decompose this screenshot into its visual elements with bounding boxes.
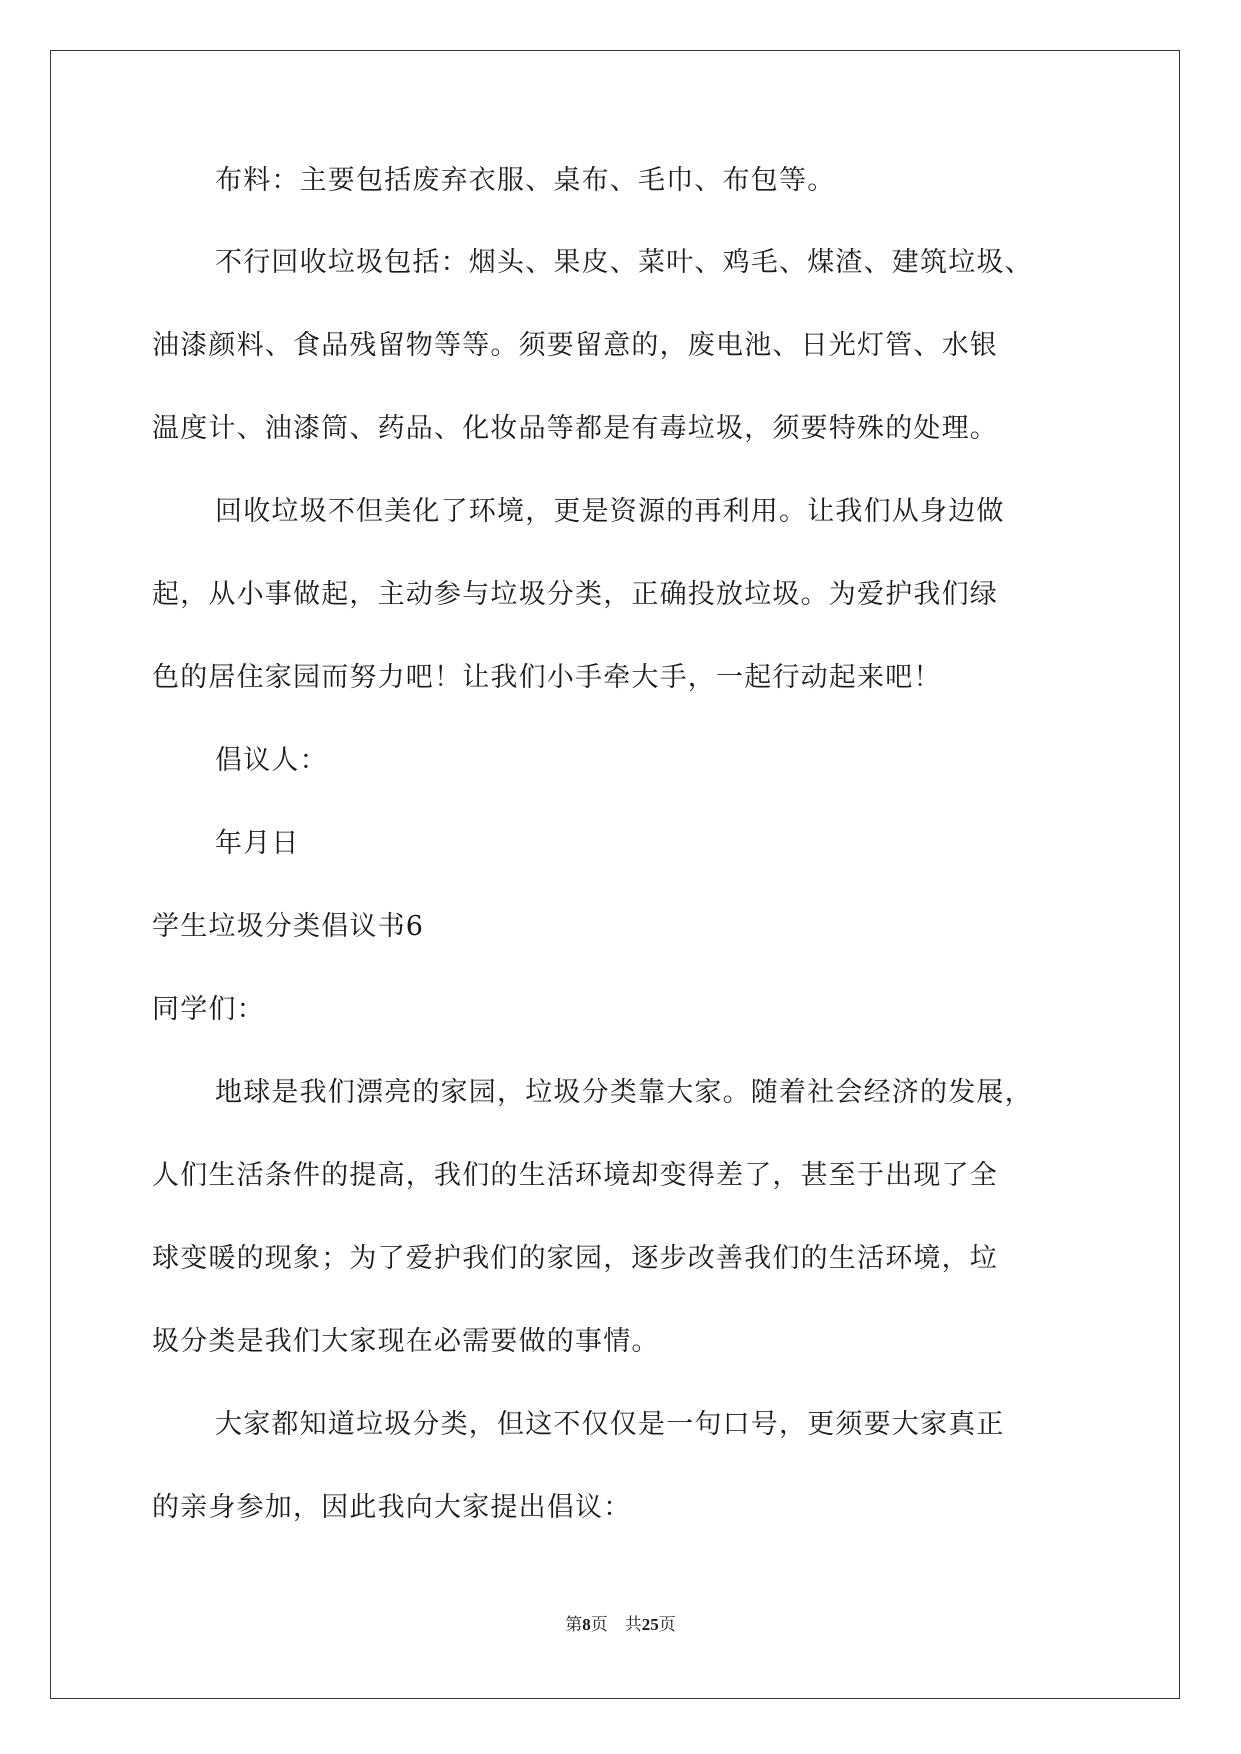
salutation: 同学们：: [152, 994, 265, 1025]
paragraph-line: 的亲身参加，因此我向大家提出倡议：: [152, 1492, 632, 1523]
paragraph-line: 圾分类是我们大家现在必需要做的事情。: [152, 1326, 660, 1357]
paragraph-line: 不行回收垃圾包括：烟头、果皮、菜叶、鸡毛、煤渣、建筑垃圾、: [215, 247, 1033, 278]
page-prefix: 第: [565, 1615, 583, 1634]
total-suffix: 页: [658, 1615, 676, 1634]
date-label: 年月日: [215, 828, 300, 859]
page-number: 8: [582, 1615, 591, 1634]
paragraph-line: 起，从小事做起，主动参与垃圾分类，正确投放垃圾。为爱护我们绿: [152, 579, 998, 610]
paragraph-line: 油漆颜料、食品残留物等等。须要留意的，废电池、日光灯管、水银: [152, 330, 998, 361]
paragraph-line: 球变暖的现象；为了爱护我们的家园，逐步改善我们的生活环境，垃: [152, 1243, 998, 1274]
paragraph-line: 布料：主要包括废弃衣服、桌布、毛巾、布包等。: [215, 165, 836, 196]
paragraph-line: 地球是我们漂亮的家园，垃圾分类靠大家。随着社会经济的发展，: [215, 1077, 1033, 1108]
section-title: 学生垃圾分类倡议书6: [152, 911, 425, 942]
paragraph-line: 温度计、油漆筒、药品、化妆品等都是有毒垃圾，须要特殊的处理。: [152, 413, 998, 444]
paragraph-line: 大家都知道垃圾分类，但这不仅仅是一句口号，更须要大家真正: [215, 1409, 1005, 1440]
page-suffix: 页: [590, 1615, 608, 1634]
signature-label: 倡议人：: [215, 745, 328, 776]
paragraph-line: 回收垃圾不但美化了环境，更是资源的再利用。让我们从身边做: [215, 496, 1005, 527]
total-pages: 25: [641, 1615, 659, 1634]
page-border: [50, 50, 1180, 1699]
page-footer: [0, 1610, 1241, 1635]
paragraph-line: 色的居住家园而努力吧！让我们小手牵大手，一起行动起来吧！: [152, 662, 942, 693]
total-prefix: 共: [624, 1615, 642, 1634]
paragraph-line: 人们生活条件的提高，我们的生活环境却变得差了，甚至于出现了全: [152, 1160, 998, 1191]
